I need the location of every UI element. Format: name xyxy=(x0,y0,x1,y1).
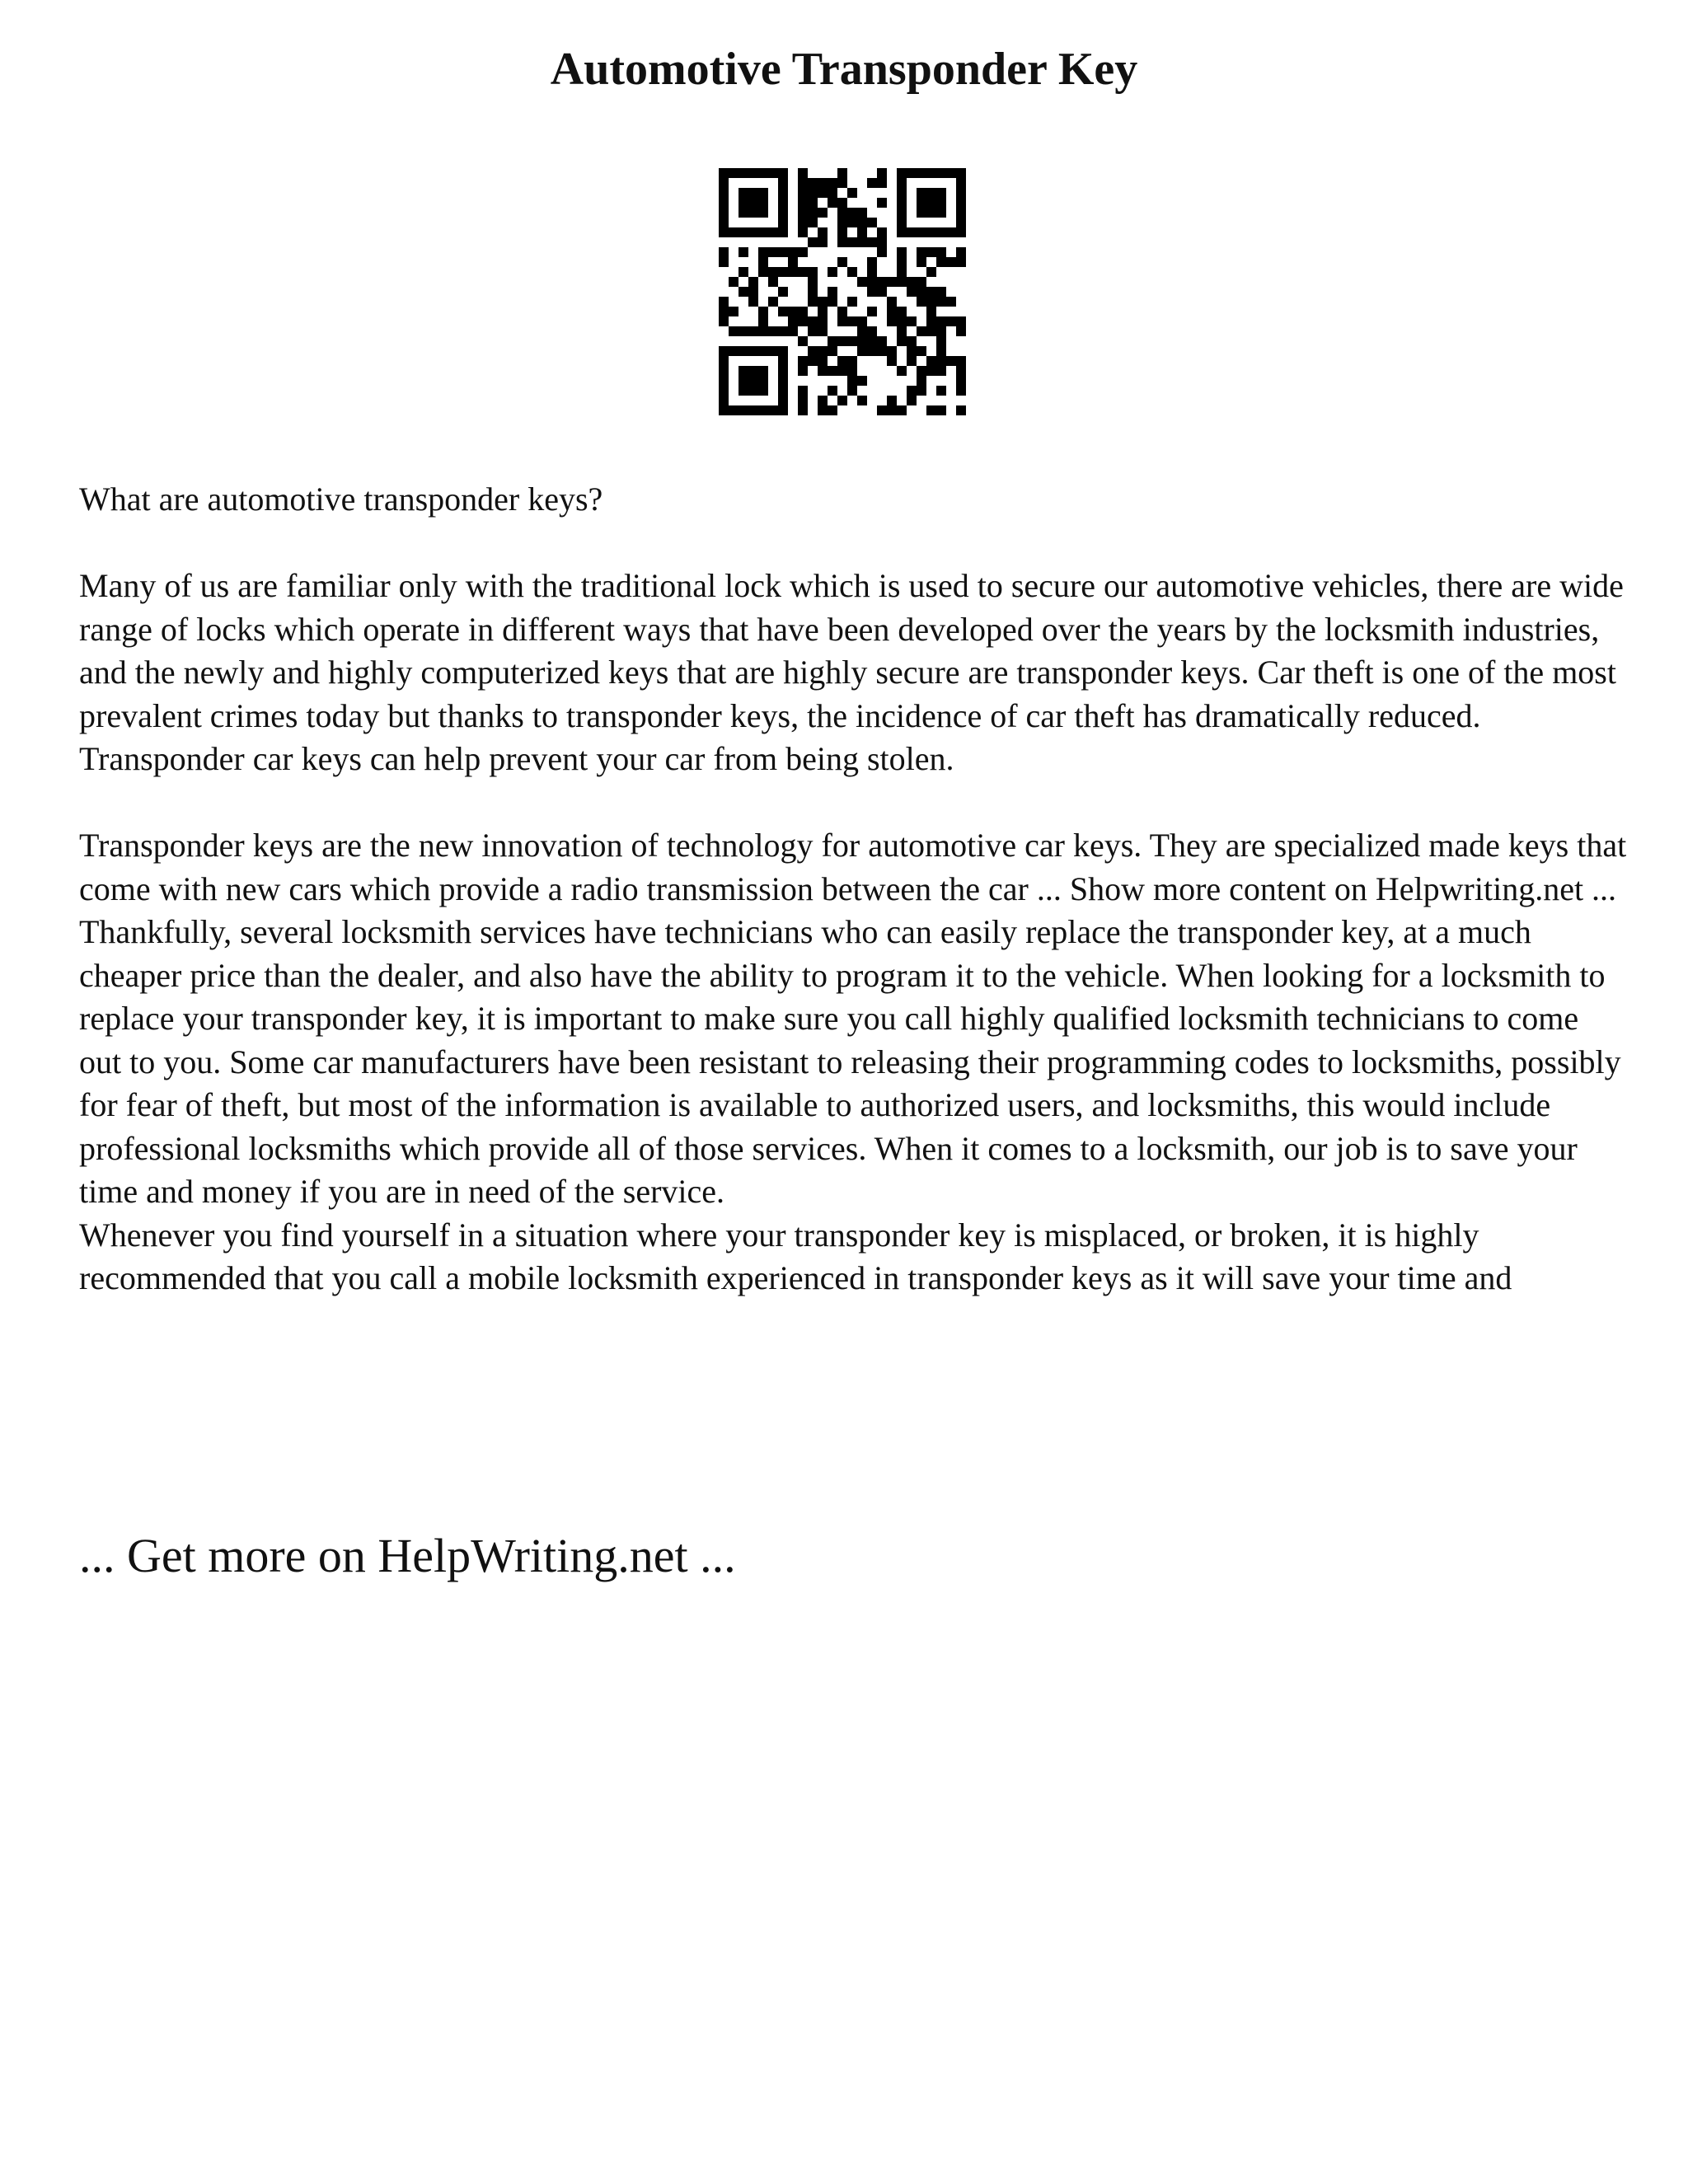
paragraph: Transponder keys are the new innovation of technology for automotive car keys. They are specialized made keys that come with new cars which provide a radio transmission between the car ... Show more content on Helpwriting.net ... xyxy=(79,827,1627,907)
document-title: Automotive Transponder Key xyxy=(550,44,1138,95)
paragraph-spacer xyxy=(79,522,1629,565)
paragraph: Whenever you find yourself in a situation where your transponder key is misplaced, or broken, it is highly recommended that you call a mobile locksmith experienced in transponder keys as it will save your time and xyxy=(79,1216,1512,1296)
paragraph: Thankfully, several locksmith services have technicians who can easily replace the transponder key, at a much cheaper price than the dealer, and also have the ability to program it to the vehicle. When looking for a locksmith to replace your transponder key, it is important to make sure you call highly qualified locksmith technicians to come out to you. Some car manufacturers have been resistant to releasing their programming codes to locksmiths, possibly for fear of theft, but most of the information is available to authorized users, and locksmiths, this would include professional locksmiths which provide all of those services. When it comes to a locksmith, our job is to save your time and money if you are in need of the service. xyxy=(79,913,1621,1210)
paragraph-spacer xyxy=(79,781,1629,825)
qr-code-icon xyxy=(719,168,966,415)
question-heading: What are automotive transponder keys? xyxy=(79,480,603,518)
get-more-link[interactable]: ... Get more on HelpWriting.net ... xyxy=(79,1529,736,1582)
paragraph: Many of us are familiar only with the traditional lock which is used to secure our automotive vehicles, there are wide range of locks which operate in different ways that have been developed over the years by the locksmith industries, and the newly and highly computerized keys that are highly secure are transponder keys. Car theft is one of the most prevalent crimes today but thanks to transponder keys, the incidence of car theft has dramatically reduced. Transponder car keys can help prevent your car from being stolen. xyxy=(79,567,1624,777)
article-body xyxy=(79,478,1629,1301)
